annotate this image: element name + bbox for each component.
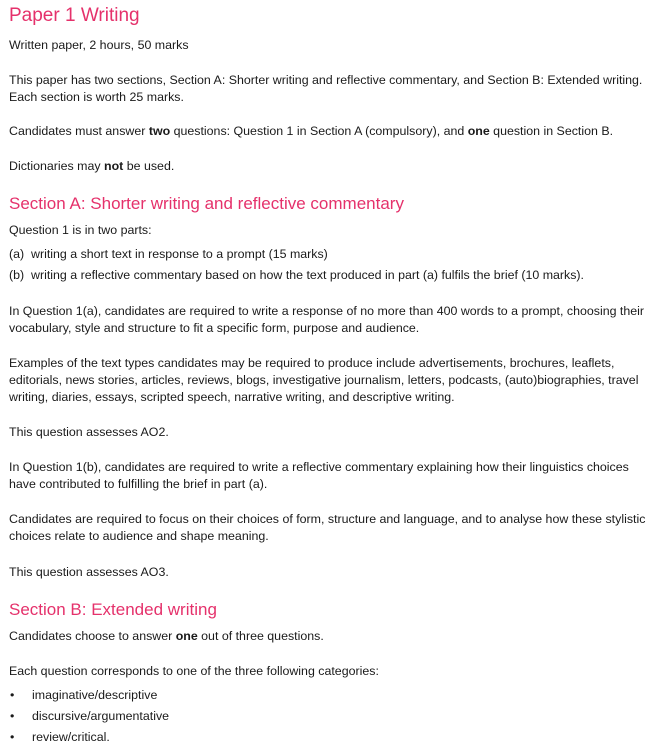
section-b-choose-text-1: Candidates choose to answer	[9, 629, 176, 643]
section-b-choose-bold-one: one	[175, 629, 198, 643]
intro-paragraph: This paper has two sections, Section A: Shorter writing and reflective commentary, and Section B: Extended writing. Each section is worth 25 marks.	[9, 73, 643, 104]
section-a-paragraph-1: In Question 1(a), candidates are required to write a response of no more than 400 words to a prompt, choosing their vocabulary, style and structure to fit a specific form, purpose and audience.	[9, 304, 645, 335]
candidates-answer-bold-two: two	[148, 124, 171, 138]
section-a-assesses-ao3: This question assesses AO3.	[9, 565, 169, 579]
section-a-heading: Section A: Shorter writing and reflective commentary	[9, 194, 404, 213]
section-b-choose-paragraph	[9, 628, 657, 645]
section-a-paragraph-2: Examples of the text types candidates may be required to produce include advertisements, brochures, leaflets, editorials, news stories, articles, reviews, blogs, investigative journalism, letters, podcasts, (auto)biographies, travel writing, diaries, essays, scripted speech, narrative writing, and descriptive writing.	[9, 356, 639, 404]
list-marker: (b)	[9, 268, 25, 282]
category-text: discursive/argumentative	[32, 709, 170, 723]
dictionaries-text-2: be used.	[123, 159, 175, 173]
candidates-answer-text-1: Candidates must answer	[9, 124, 149, 138]
list-marker: (a)	[9, 247, 25, 261]
dictionaries-text-1: Dictionaries may	[9, 159, 105, 173]
bullet-icon: •	[10, 688, 15, 702]
candidates-answer-text-2: questions: Question 1 in Section A (compulsory), and	[170, 124, 468, 138]
candidates-answer-text-3: question in Section B.	[489, 124, 614, 138]
page-title: Paper 1 Writing	[9, 5, 140, 26]
list-item-text: writing a short text in response to a prompt (15 marks)	[31, 247, 328, 261]
section-a-paragraph-3: In Question 1(b), candidates are required to write a reflective commentary explaining how their linguistics choices have contributed to fulfilling the brief in part (a).	[9, 460, 629, 491]
section-a-assesses-ao2: This question assesses AO2.	[9, 425, 169, 439]
dictionaries-bold-not: not	[104, 159, 124, 173]
section-b-choose-text-2: out of three questions.	[197, 629, 324, 643]
section-b-heading: Section B: Extended writing	[9, 600, 217, 619]
paper-subtitle: Written paper, 2 hours, 50 marks	[9, 38, 189, 52]
bullet-icon: •	[10, 709, 15, 723]
candidates-answer-paragraph	[9, 123, 657, 140]
list-item-text: writing a reflective commentary based on how the text produced in part (a) fulfils the brief (10 marks).	[31, 268, 585, 282]
category-item	[9, 729, 110, 746]
bullet-icon: •	[10, 730, 15, 744]
category-text: review/critical.	[32, 730, 110, 744]
dictionaries-paragraph	[9, 158, 657, 175]
section-a-intro: Question 1 is in two parts:	[9, 223, 152, 237]
section-b-categories-intro: Each question corresponds to one of the three following categories:	[9, 664, 379, 678]
category-item	[9, 687, 157, 704]
candidates-answer-bold-one: one	[467, 124, 490, 138]
section-a-paragraph-4: Candidates are required to focus on their choices of form, structure and language, and to analyse how these stylistic choices relate to audience and shape meaning.	[9, 512, 646, 543]
category-item	[9, 708, 169, 725]
section-a-part-a	[9, 246, 328, 263]
category-text: imaginative/descriptive	[32, 688, 158, 702]
section-a-part-b	[9, 267, 584, 284]
